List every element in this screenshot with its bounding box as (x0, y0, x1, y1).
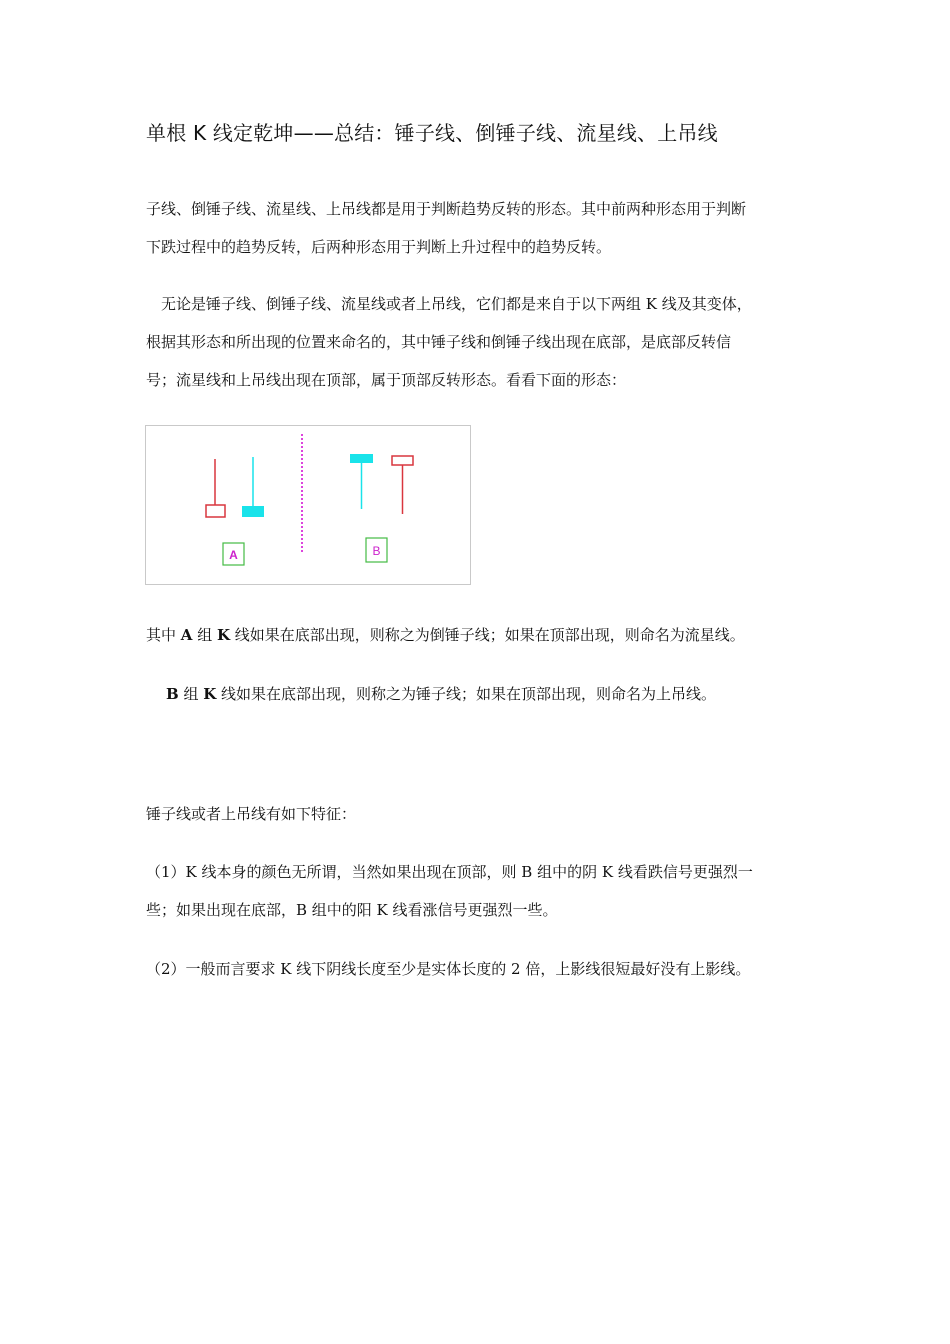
group-b-ref: B (166, 685, 179, 703)
cyan-candle-body (350, 454, 373, 463)
paragraph-origin (146, 285, 810, 399)
paragraph-line: 子线、倒锤子线、流星线、上吊线都是用于判断趋势反转的形态。其中前两种形态用于判断 (146, 200, 747, 218)
text-run: 组 (192, 626, 217, 644)
paragraph-features-intro (146, 795, 810, 833)
cyan-candle-body (242, 506, 264, 517)
paragraph-feature-2 (146, 950, 810, 988)
paragraph-line: （2）一般而言要求 K 线下阴线长度至少是实体长度的 2 倍，上影线很短最好没有上影线。 (146, 960, 751, 978)
paragraph-group-a (146, 616, 810, 654)
paragraph-line: 下跌过程中的趋势反转，后两种形态用于判断上升过程中的趋势反转。 (146, 238, 612, 256)
text-run: 线如果在底部出现，则称之为锤子线；如果在顶部出现，则命名为上吊线。 (216, 685, 717, 703)
paragraph-line (146, 675, 810, 713)
k-ref: K (203, 685, 217, 703)
paragraph-line: （1）K 线本身的颜色无所谓，当然如果出现在顶部，则 B 组中的阴 K 线看跌信号更强烈一 (146, 863, 753, 881)
text-run: 其中 (146, 626, 181, 644)
text-run: 线如果在底部出现，则称之为倒锤子线；如果在顶部出现，则命名为流星线。 (230, 626, 745, 644)
k-ref: K (216, 626, 231, 644)
paragraph-feature-1 (146, 853, 810, 929)
paragraph-group-b (146, 675, 810, 713)
paragraph-intro (146, 190, 810, 266)
candlestick-diagram (146, 426, 470, 584)
paragraph-line (146, 616, 810, 654)
paragraph-line: 号；流星线和上吊线出现在顶部，属于顶部反转形态。看看下面的形态： (146, 371, 627, 389)
document-title: 单根 K 线定乾坤——总结：锤子线、倒锤子线、流星线、上吊线 (146, 121, 718, 145)
red-candle-body (206, 505, 225, 517)
paragraph-line: 无论是锤子线、倒锤子线、流星线或者上吊线，它们都是来自于以下两组 K 线及其变体， (161, 295, 752, 313)
text-run: 组 (178, 685, 204, 703)
group-b-label: B (372, 544, 381, 558)
group-a-label: A (229, 548, 238, 562)
candlestick-figure (145, 425, 471, 585)
paragraph-line: 锤子线或者上吊线有如下特征： (146, 805, 357, 823)
paragraph-line: 根据其形态和所出现的位置来命名的，其中锤子线和倒锤子线出现在底部，是底部反转信 (146, 333, 732, 351)
group-a-ref: A (180, 626, 193, 644)
paragraph-line: 些；如果出现在底部，B 组中的阳 K 线看涨信号更强烈一些。 (146, 901, 558, 919)
red-candle-body (392, 456, 413, 465)
